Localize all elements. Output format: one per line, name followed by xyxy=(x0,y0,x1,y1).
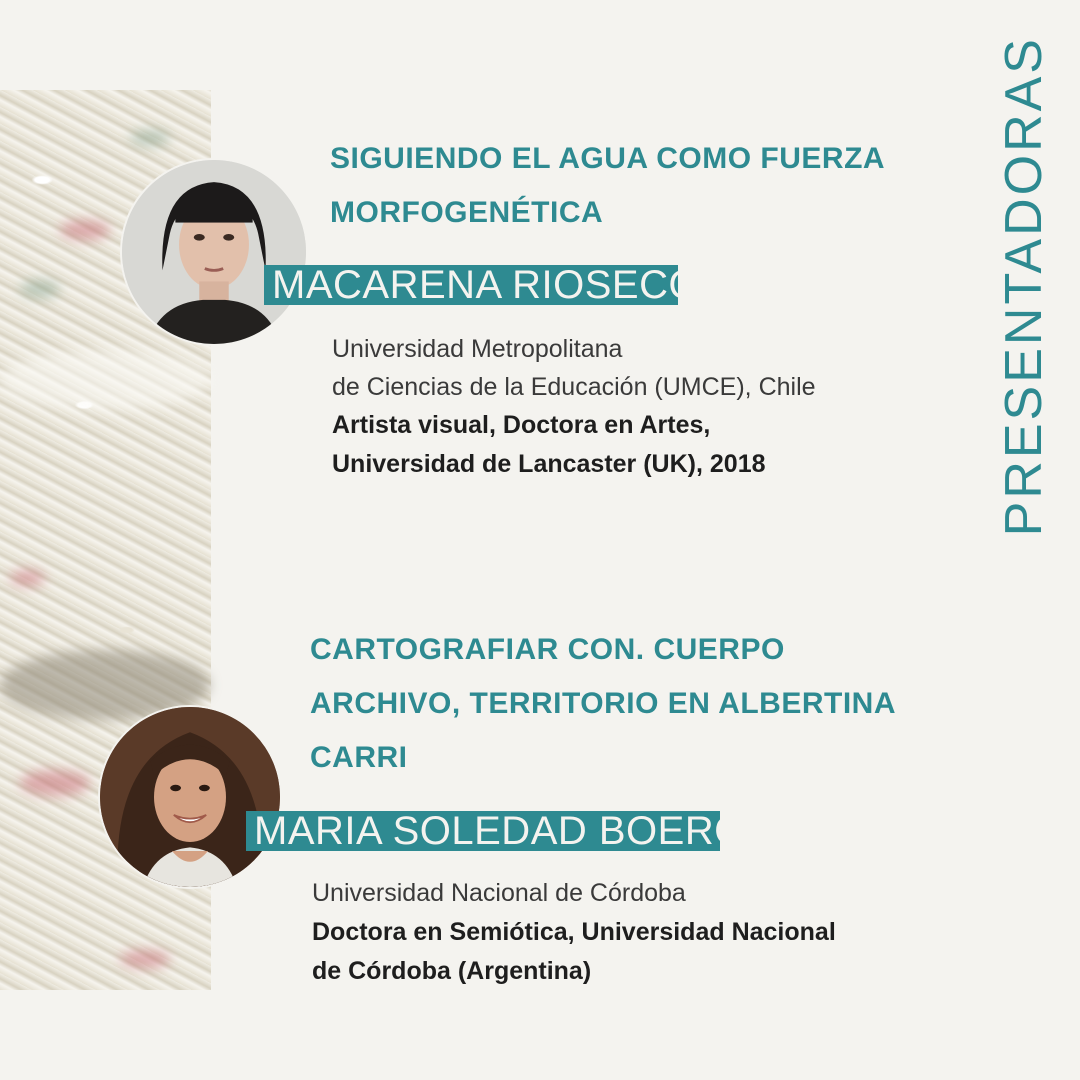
presenter-name-1: MACARENA RIOSECO xyxy=(264,265,678,305)
credential-line: Doctora en Semiótica, Universidad Nacional xyxy=(312,918,836,946)
talk-title-2-line: ARCHIVO, TERRITORIO EN ALBERTINA xyxy=(310,687,897,720)
credential-line: Universidad de Lancaster (UK), 2018 xyxy=(332,450,766,478)
talk-title-1-line: MORFOGENÉTICA xyxy=(330,196,604,229)
presenter-photo-boero xyxy=(98,705,282,889)
institution-line: Universidad Nacional de Córdoba xyxy=(312,879,686,907)
presenter-name-2: MARIA SOLEDAD BOERO xyxy=(246,811,720,851)
presenter-institution-1 xyxy=(332,330,816,406)
talk-title-2-line: CARTOGRAFIAR CON. CUERPO xyxy=(310,633,785,666)
credential-line: Artista visual, Doctora en Artes, xyxy=(332,411,711,439)
talk-title-1-line: SIGUIENDO EL AGUA COMO FUERZA xyxy=(330,142,886,175)
credential-line: de Córdoba (Argentina) xyxy=(312,957,592,985)
section-label-text: PRESENTADORAS xyxy=(995,35,1053,537)
talk-title-1 xyxy=(330,132,950,240)
talk-title-2-line: CARRI xyxy=(310,741,408,774)
presenter-credentials-2 xyxy=(312,913,932,991)
presenter-credentials-1 xyxy=(332,406,932,484)
section-label xyxy=(995,35,1053,537)
presenter-photo-rioseco xyxy=(120,158,308,346)
presenter-institution-2 xyxy=(312,874,686,912)
talk-title-2 xyxy=(310,623,950,785)
institution-line: de Ciencias de la Educación (UMCE), Chile xyxy=(332,373,816,401)
institution-line: Universidad Metropolitana xyxy=(332,335,623,363)
